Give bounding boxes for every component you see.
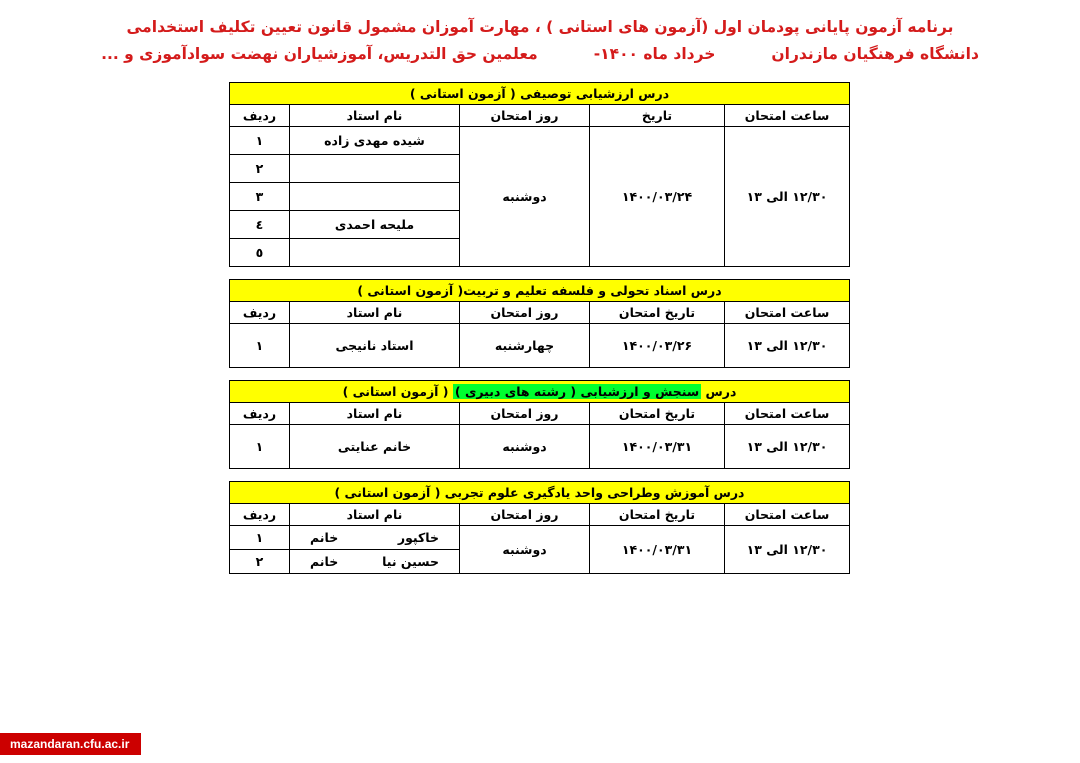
table-title: درس آموزش وطراحی واحد یادگیری علوم تجربی ( آزمون استانی ) xyxy=(229,482,849,504)
col-header-rooz: روز امتحان xyxy=(460,403,590,425)
table-row xyxy=(230,127,850,155)
table-title-post: ( آزمون استانی ) xyxy=(342,384,453,400)
cell-rooz: چهارشنبه xyxy=(460,324,590,368)
cell-saat: ۱۲/۳۰ الی ۱۳ xyxy=(725,127,850,267)
document-header xyxy=(0,0,1080,68)
cell-radif: ۳ xyxy=(230,183,290,211)
col-header-tarikh: تاریخ امتحان xyxy=(590,504,725,526)
cell-ostad xyxy=(290,526,460,550)
cell-ostad xyxy=(290,183,460,211)
table-row xyxy=(230,324,850,368)
col-header-ostad: نام استاد xyxy=(290,302,460,324)
table-title: درس ارزشیابی توصیفی ( آزمون استانی ) xyxy=(230,83,850,105)
cell-ostad: ملیحه احمدی xyxy=(290,211,460,239)
cell-ostad: شیده مهدی زاده xyxy=(290,127,460,155)
cell-radif: ۱ xyxy=(229,425,289,469)
cell-radif: ۲ xyxy=(230,155,290,183)
col-header-ostad: نام استاد xyxy=(290,105,460,127)
header-line-2-part-a: دانشگاه فرهنگیان مازندران xyxy=(771,45,979,64)
cell-ostad-lastname: حسین نیا xyxy=(382,554,439,570)
col-header-saat: ساعت امتحان xyxy=(725,302,850,324)
col-header-rooz: روز امتحان xyxy=(460,504,590,526)
cell-ostad xyxy=(290,239,460,267)
col-header-rooz: روز امتحان xyxy=(460,105,590,127)
cell-rooz: دوشنبه xyxy=(460,526,590,574)
col-header-saat: ساعت امتحان xyxy=(725,504,850,526)
cell-ostad-title: خانم xyxy=(310,530,339,546)
table-header-row xyxy=(229,504,849,526)
col-header-radif: ردیف xyxy=(230,105,290,127)
cell-saat: ۱۲/۳۰ الی ۱۳ xyxy=(725,324,850,368)
col-header-ostad: نام استاد xyxy=(290,504,460,526)
table-row xyxy=(229,425,849,469)
cell-tarikh: ۱۴۰۰/۰۳/۳۱ xyxy=(590,526,725,574)
table-title-pre: درس xyxy=(701,384,737,400)
header-line-2-part-b: خرداد ماه ۱۴۰۰- xyxy=(593,45,716,64)
cell-rooz: دوشنبه xyxy=(460,425,590,469)
col-header-tarikh: تاریخ xyxy=(590,105,725,127)
table-header-row xyxy=(230,105,850,127)
table-header-row xyxy=(229,403,849,425)
col-header-tarikh: تاریخ امتحان xyxy=(590,403,725,425)
cell-radif: ۱ xyxy=(230,324,290,368)
cell-tarikh: ۱۴۰۰/۰۳/۲۶ xyxy=(590,324,725,368)
cell-saat: ۱۲/۳۰ الی ۱۳ xyxy=(725,425,850,469)
cell-ostad-lastname: خاکپور xyxy=(397,530,439,546)
table-title-row xyxy=(230,280,850,302)
cell-rooz: دوشنبه xyxy=(460,127,590,267)
table-row xyxy=(229,526,849,550)
cell-ostad: خانم عنایتی xyxy=(290,425,460,469)
exam-table-1 xyxy=(229,82,850,267)
cell-radif: ۲ xyxy=(229,550,289,574)
cell-ostad-title: خانم xyxy=(310,554,339,570)
site-url-badge[interactable]: mazandaran.cfu.ac.ir xyxy=(0,733,141,755)
col-header-tarikh: تاریخ امتحان xyxy=(590,302,725,324)
exam-table-4 xyxy=(229,481,850,574)
exam-table-2 xyxy=(229,279,850,368)
cell-radif: ٥ xyxy=(230,239,290,267)
cell-radif: ٤ xyxy=(230,211,290,239)
cell-ostad xyxy=(290,550,460,574)
cell-radif: ۱ xyxy=(230,127,290,155)
table-title-row xyxy=(229,482,849,504)
col-header-saat: ساعت امتحان xyxy=(725,403,850,425)
cell-tarikh: ۱۴۰۰/۰۳/۲۴ xyxy=(590,127,725,267)
table-title-row xyxy=(230,83,850,105)
col-header-radif: ردیف xyxy=(230,302,290,324)
col-header-radif: ردیف xyxy=(229,403,289,425)
cell-ostad: استاد نانیجی xyxy=(290,324,460,368)
header-line-2-part-c: معلمین حق التدریس، آموزشیاران نهضت سوادآموزی و ... xyxy=(101,45,538,64)
cell-radif: ۱ xyxy=(229,526,289,550)
col-header-saat: ساعت امتحان xyxy=(725,105,850,127)
col-header-rooz: روز امتحان xyxy=(460,302,590,324)
col-header-radif: ردیف xyxy=(229,504,289,526)
table-title: درس اسناد تحولی و فلسفه تعلیم و تربیت( آزمون استانی ) xyxy=(230,280,850,302)
cell-tarikh: ۱۴۰۰/۰۳/۳۱ xyxy=(590,425,725,469)
table-header-row xyxy=(230,302,850,324)
cell-ostad xyxy=(290,155,460,183)
table-title-row xyxy=(229,381,849,403)
table-title xyxy=(229,381,849,403)
table-title-highlighted: سنجش و ارزشیابی ( رشته های دبیری ) xyxy=(454,384,700,400)
schedule-tables xyxy=(230,82,850,574)
col-header-ostad: نام استاد xyxy=(290,403,460,425)
header-line-1: برنامه آزمون پایانی پودمان اول (آزمون های استانی ) ، مهارت آموزان مشمول قانون تعیین تکلیف استخدامی xyxy=(126,18,954,36)
cell-saat: ۱۲/۳۰ الی ۱۳ xyxy=(725,526,850,574)
exam-table-3 xyxy=(229,380,850,469)
header-line-2 xyxy=(40,41,1040,68)
